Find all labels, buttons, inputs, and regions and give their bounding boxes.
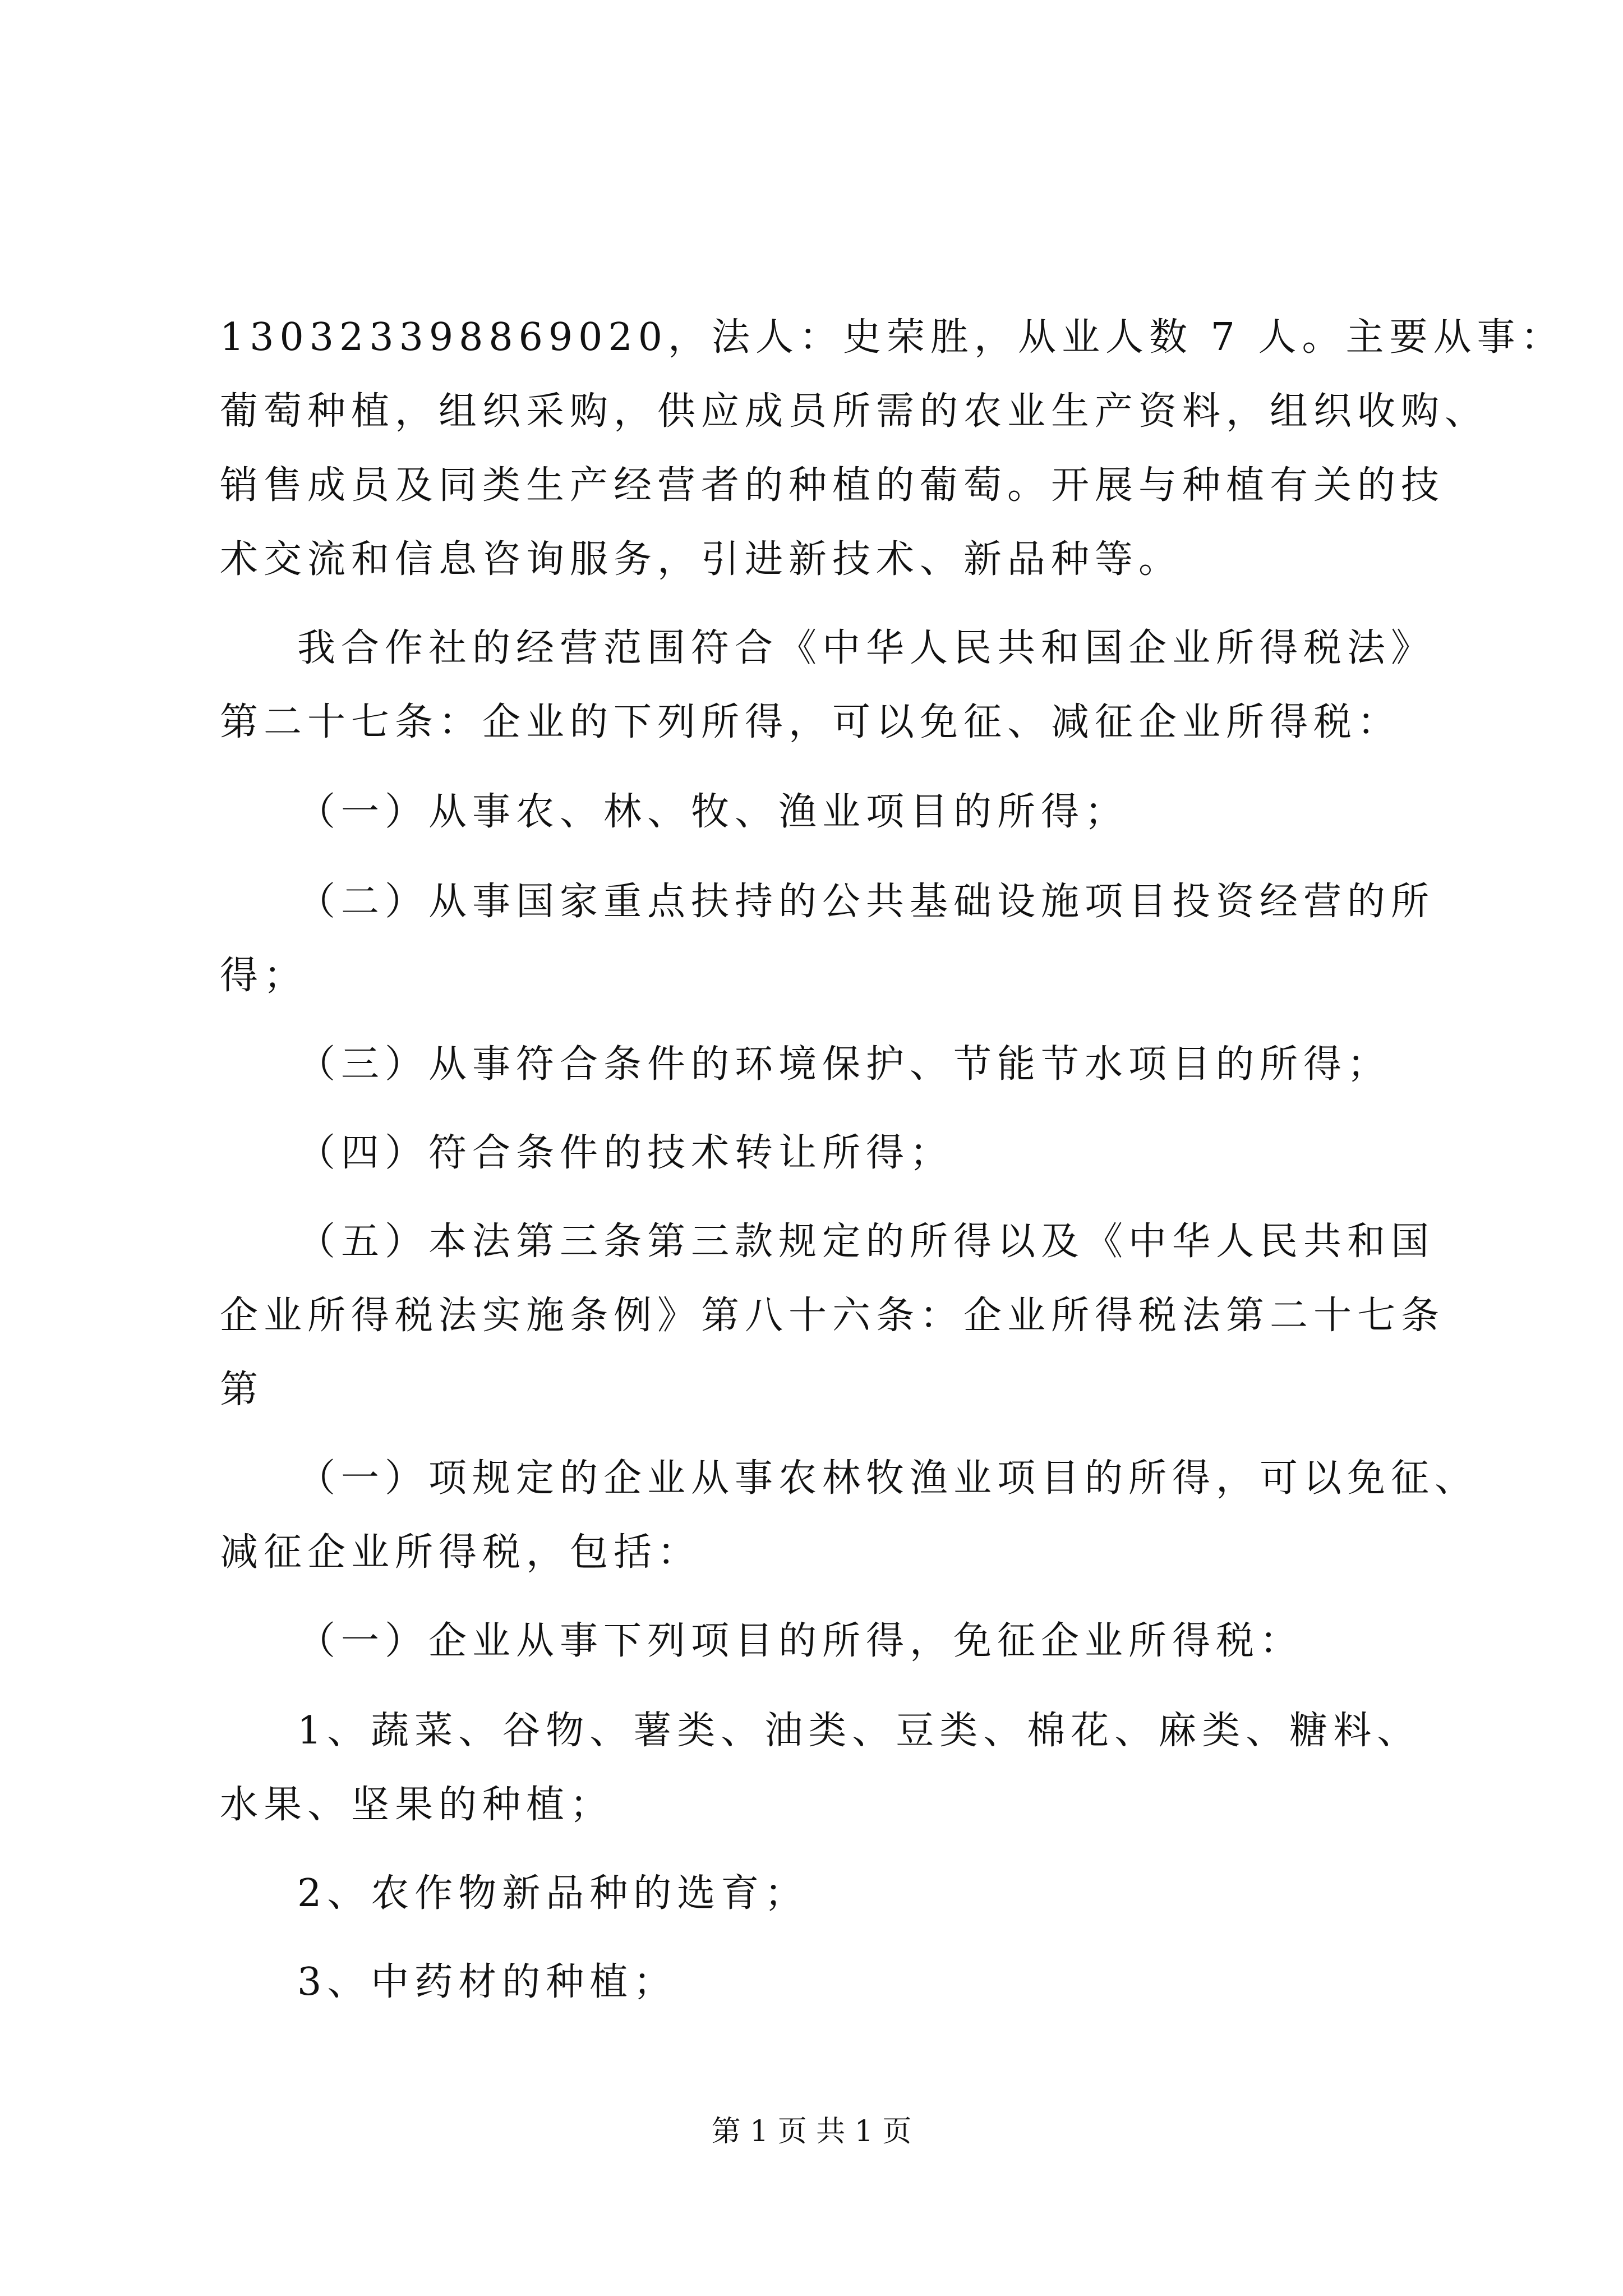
paragraph-line: 13032339886902​0，法人：史荣胜，从业人数 7 人。主要从事：	[220, 315, 1565, 360]
page-footer: 第 1 页 共 1 页	[711, 2115, 912, 2148]
paragraph-line: 减征企业所得税，包括：	[220, 1530, 702, 1575]
list-item-line: 3、中药材的种植；	[297, 1960, 677, 2004]
list-item-line: （三）从事符合条件的环境保护、节能节水项目的所得；	[297, 1042, 1391, 1087]
list-item-line: （一）从事农、林、牧、渔业项目的所得；	[297, 790, 1129, 834]
paragraph-line: 企业所得税法实施条例》第八十六条：企业所得税法第二十七条	[220, 1294, 1445, 1338]
paragraph-line: 销售成员及同类生产经营者的种植的葡萄。开展与种植有关的技	[220, 463, 1445, 508]
paragraph-line: 葡萄种植，组织采购，供应成员所需的农业生产资料，组织收购、	[220, 389, 1489, 434]
list-item-line: （四）符合条件的技术转让所得；	[297, 1131, 954, 1175]
paragraph-line: （一）项规定的企业从事农林牧渔业项目的所得，可以免征、	[297, 1456, 1479, 1501]
paragraph-line: 我合作社的经营范围符合《中华人民共和国企业所得税法》	[297, 626, 1435, 670]
paragraph-line: 第二十七条：企业的下列所得，可以免征、减征企业所得税：	[220, 700, 1401, 744]
list-item-line: 2、农作物新品种的选育；	[297, 1871, 809, 1916]
paragraph-line: 术交流和信息咨询服务，引进新技术、新品种等。	[220, 537, 1183, 582]
list-item-line: 水果、坚果的种植；	[220, 1783, 614, 1827]
list-item-line: （二）从事国家重点扶持的公共基础设施项目投资经营的所	[297, 880, 1435, 924]
list-item-line: 1、蔬菜、谷物、薯类、油类、豆类、棉花、麻类、糖料、	[297, 1709, 1421, 1753]
list-item-line: 得；	[220, 954, 308, 998]
paragraph-line: 第	[220, 1368, 264, 1412]
list-item-line: （一）企业从事下列项目的所得，免征企业所得税：	[297, 1619, 1304, 1663]
list-item-line: （五）本法第三条第三款规定的所得以及《中华人民共和国	[297, 1220, 1435, 1264]
